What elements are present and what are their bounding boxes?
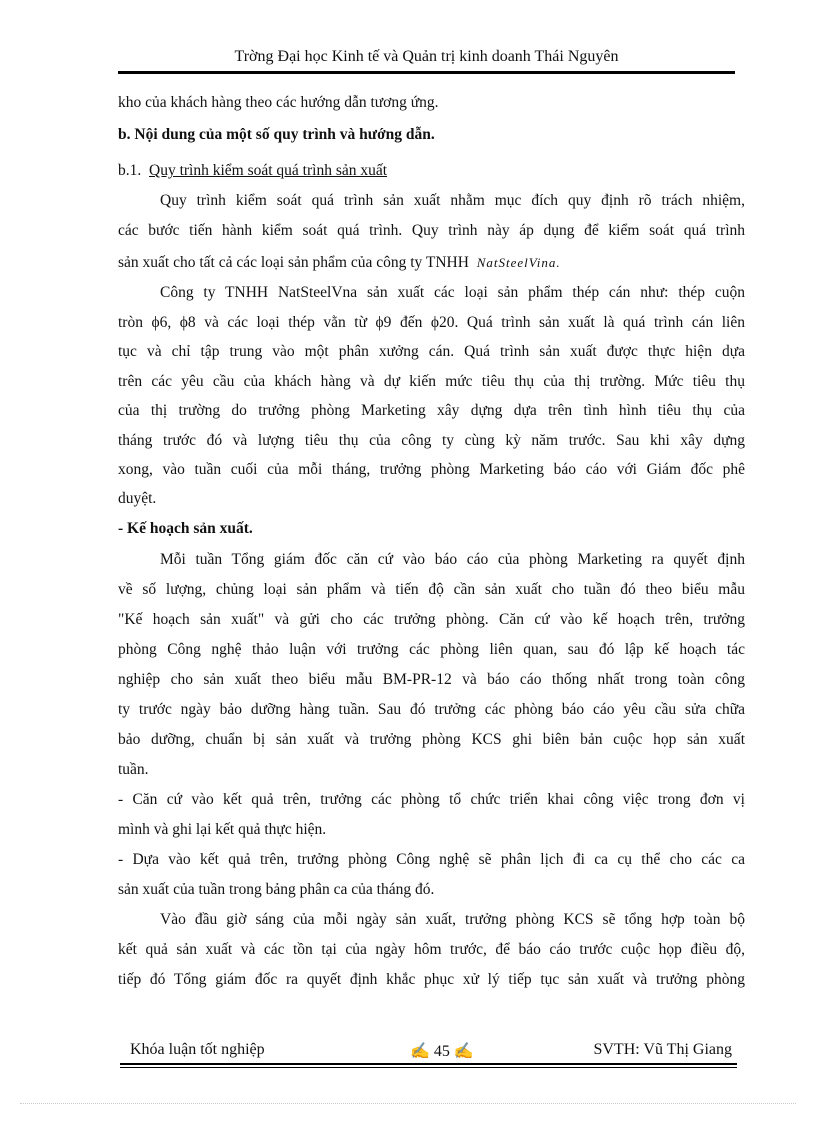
pen-icon: ✍ [453, 1043, 474, 1060]
paragraph-line: - Dựa vào kết quả trên, trưởng phòng Công nghệ sẽ phân lịch đi ca cụ thể cho các ca [118, 851, 745, 868]
subsection-title: Quy trình kiểm soát quá trình sản xuất [149, 162, 388, 179]
paragraph-line: mình và ghi lại kết quả thực hiện. [118, 821, 327, 838]
paragraph-line: tuần. [118, 761, 149, 778]
paragraph-line: tục và chỉ tập trung vào một phân xưởng cán. Quá trình sản xuất được thực hiện dựa [118, 343, 745, 360]
paragraph-line: về số lượng, chủng loại sản phẩm và tiến độ cần sản xuất cho tuần đó theo biểu mẫu [118, 581, 745, 598]
paragraph-line: Mỗi tuần Tổng giám đốc căn cứ vào báo cáo của phòng Marketing ra quyết định [160, 551, 745, 568]
paragraph-line: duyệt. [118, 490, 157, 507]
line-text: sản xuất cho tất cả các loại sản phẩm của công ty TNHH [118, 254, 469, 271]
paragraph-line: kết quả sản xuất và các tồn tại của ngày hôm trước, để báo cáo trước cuộc họp điều độ, [118, 941, 745, 958]
footer-right: SVTH: Vũ Thị Giang [593, 1041, 732, 1058]
subsection-heading [118, 161, 745, 181]
subheading: - Kế hoạch sản xuất. [118, 520, 253, 537]
page-boundary [20, 1103, 796, 1104]
page-number [410, 1041, 474, 1061]
header-rule [118, 71, 735, 74]
paragraph-line: nghiệp cho sản xuất theo biểu mẫu BM-PR-12 và báo cáo thống nhất trong toàn công [118, 671, 745, 688]
paragraph-line: phòng Công nghệ thảo luận với trưởng các phòng liên quan, sau đó lập kế hoạch tác [118, 641, 745, 658]
paragraph-line: tháng trước đó và lượng tiêu thụ của công ty cùng kỳ năm trước. Sau khi xây dựng [118, 432, 745, 449]
footer-rule [120, 1063, 737, 1068]
pen-icon: ✍ [410, 1043, 430, 1060]
paragraph-line: của thị trường do trưởng phòng Marketing xây dựng dựa trên tình hình tiêu thụ của [118, 402, 745, 419]
page-number-value: 45 [433, 1043, 450, 1060]
paragraph-line [118, 253, 745, 273]
page-header: Trờng Đại học Kinh tế và Quản trị kinh doanh Thái Nguyên [234, 48, 619, 65]
subsection-number: b.1. [118, 162, 142, 179]
paragraph-line: kho của khách hàng theo các hướng dẫn tương ứng. [118, 94, 439, 111]
paragraph-line: tiếp đó Tổng giám đốc ra quyết định khắc phục xử lý tiếp tục sản xuất và trưởng phòng [118, 971, 745, 988]
paragraph-line: xong, vào tuần cuối của mỗi tháng, trưởng phòng Marketing báo cáo với Giám đốc phê [118, 461, 745, 478]
footer-left: Khóa luận tốt nghiệp [130, 1041, 265, 1058]
section-heading: b. Nội dung của một số quy trình và hướng dẫn. [118, 126, 435, 143]
paragraph-line: bảo dưỡng, chuẩn bị sản xuất và trưởng phòng KCS ghi biên bản cuộc họp sản xuất [118, 731, 745, 748]
company-name: NatSteelVina. [476, 255, 561, 270]
paragraph-line: tròn ϕ6, ϕ8 và các loại thép vằn từ ϕ9 đến ϕ20. Quá trình sản xuất là quá trình cán liên [118, 314, 745, 331]
paragraph-line: Quy trình kiểm soát quá trình sản xuất nhằm mục đích quy định rõ trách nhiệm, [160, 192, 745, 209]
paragraph-line: Vào đầu giờ sáng của mỗi ngày sản xuất, trưởng phòng KCS sẽ tổng hợp toàn bộ [160, 911, 745, 928]
paragraph-line: "Kế hoạch sản xuất" và gửi cho các trưởng phòng. Căn cứ vào kế hoạch trên, trưởng [118, 611, 745, 628]
paragraph-line: - Căn cứ vào kết quả trên, trưởng các phòng tổ chức triển khai công việc trong đơn vị [118, 791, 745, 808]
paragraph-line: các bước tiến hành kiểm soát quá trình. Quy trình này áp dụng để kiểm soát quá trình [118, 222, 745, 239]
paragraph-line: Công ty TNHH NatSteelVna sản xuất các loại sản phẩm thép cán như: thép cuộn [160, 284, 745, 301]
paragraph-line: sản xuất của tuần trong bảng phân ca của tháng đó. [118, 881, 435, 898]
paragraph-line: ty trước ngày bảo dưỡng hàng tuần. Sau đó trưởng các phòng báo cáo yêu cầu sửa chữa [118, 701, 745, 718]
paragraph-line: trên các yêu cầu của khách hàng và dự kiến mức tiêu thụ của thị trường. Mức tiêu thụ [118, 373, 745, 390]
